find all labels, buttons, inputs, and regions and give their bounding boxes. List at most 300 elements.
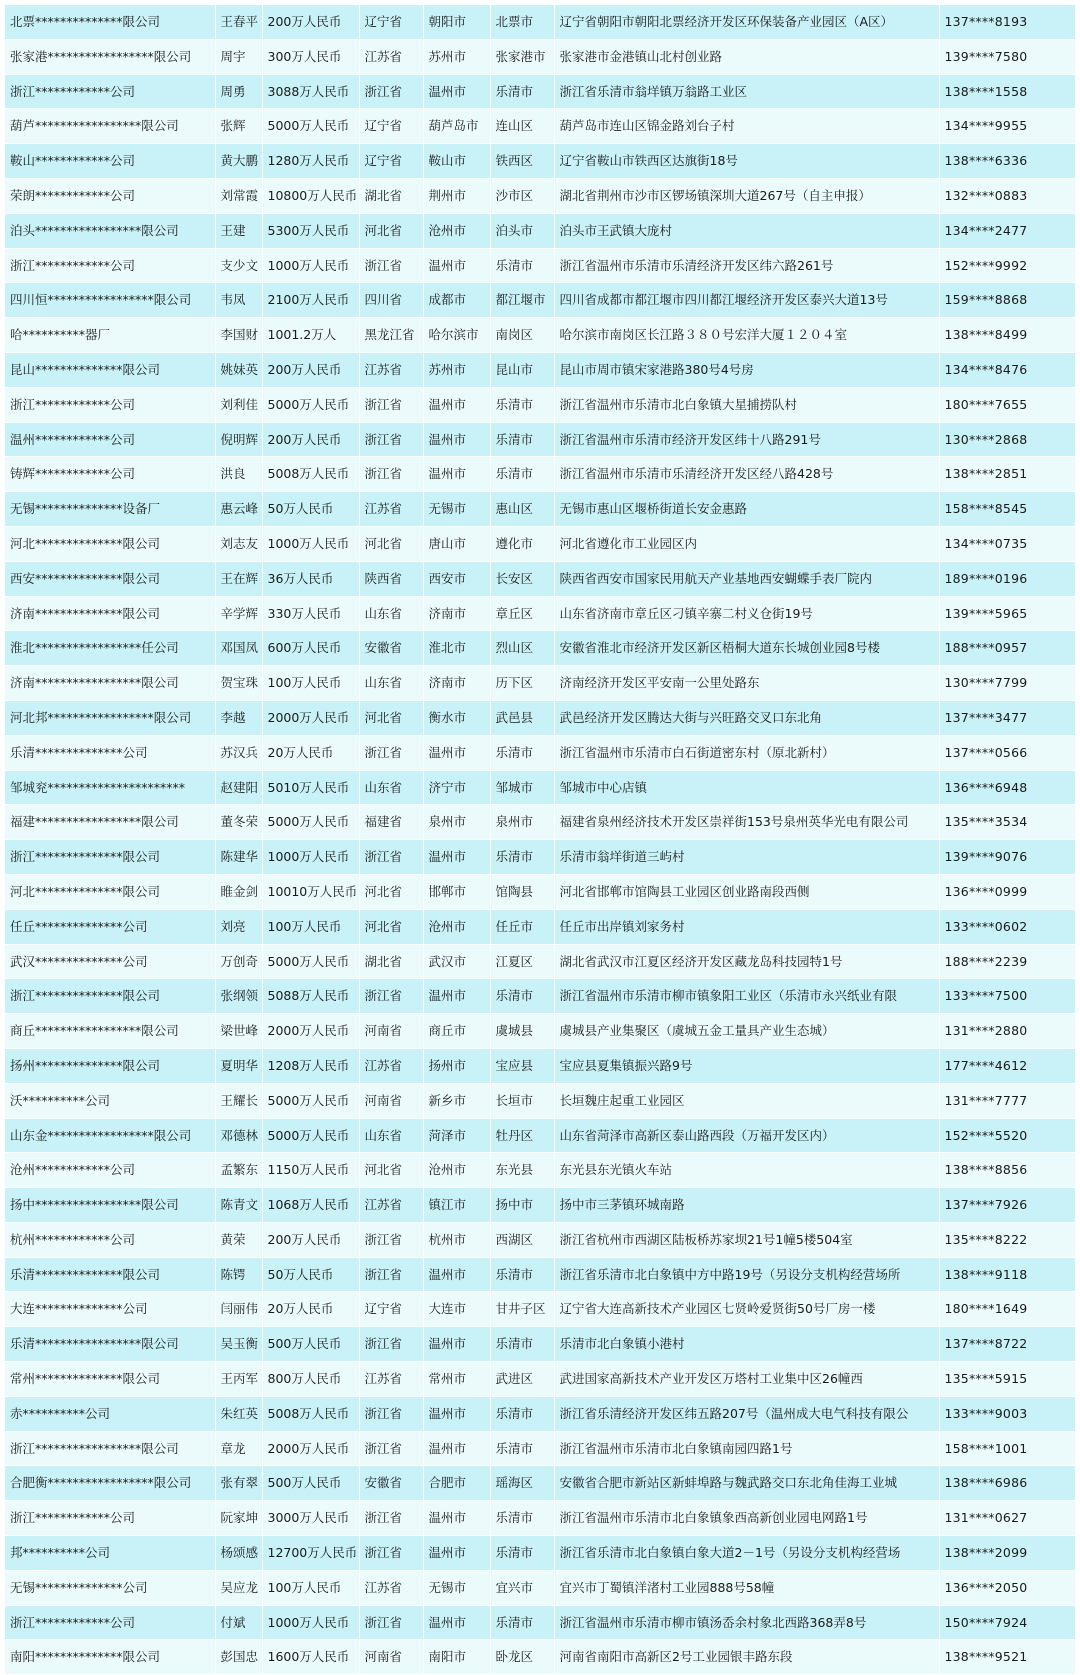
- table-row: [5, 1292, 1075, 1327]
- district-cell: 泊头市: [490, 213, 554, 248]
- district-cell: 扬中市: [490, 1188, 554, 1223]
- city-cell: 合肥市: [423, 1466, 490, 1501]
- registered-capital-cell: 500万人民币: [262, 1466, 359, 1501]
- registered-capital-cell: 2000万人民币: [262, 1431, 359, 1466]
- address-cell: 安徽省淮北市经济开发区新区梧桐大道东长城创业园8号楼: [554, 631, 939, 666]
- table-row: [5, 874, 1075, 909]
- phone-cell: 137****8193: [939, 5, 1075, 39]
- registered-capital-cell: 200万人民币: [262, 5, 359, 39]
- province-cell: 浙江省: [359, 1431, 423, 1466]
- phone-cell: 189****0196: [939, 561, 1075, 596]
- province-cell: 浙江省: [359, 1501, 423, 1536]
- phone-cell: 130****2868: [939, 422, 1075, 457]
- phone-cell: 131****7777: [939, 1083, 1075, 1118]
- registered-capital-cell: 5088万人民币: [262, 979, 359, 1014]
- registered-capital-cell: 5000万人民币: [262, 805, 359, 840]
- table-row: [5, 944, 1075, 979]
- legal-rep-cell: 睢金剑: [215, 874, 262, 909]
- table-row: [5, 1083, 1075, 1118]
- address-cell: 乐清市翁垟街道三屿村: [554, 840, 939, 875]
- legal-rep-cell: 韦凤: [215, 283, 262, 318]
- table-row: [5, 248, 1075, 283]
- province-cell: 江苏省: [359, 1570, 423, 1605]
- phone-cell: 188****0957: [939, 631, 1075, 666]
- registered-capital-cell: 50万人民币: [262, 492, 359, 527]
- province-cell: 山东省: [359, 596, 423, 631]
- city-cell: 衡水市: [423, 700, 490, 735]
- city-cell: 温州市: [423, 840, 490, 875]
- address-cell: 扬中市三茅镇环城南路: [554, 1188, 939, 1223]
- district-cell: 南岗区: [490, 318, 554, 353]
- district-cell: 乐清市: [490, 1536, 554, 1571]
- table-row: [5, 39, 1075, 74]
- legal-rep-cell: 周宇: [215, 39, 262, 74]
- company-name-cell: 鞍山************公司: [5, 144, 215, 179]
- district-cell: 铁西区: [490, 144, 554, 179]
- registered-capital-cell: 100万人民币: [262, 909, 359, 944]
- province-cell: 福建省: [359, 805, 423, 840]
- table-row: [5, 1605, 1075, 1640]
- district-cell: 泉州市: [490, 805, 554, 840]
- phone-cell: 131****0627: [939, 1501, 1075, 1536]
- phone-cell: 135****8222: [939, 1222, 1075, 1257]
- city-cell: 温州市: [423, 1257, 490, 1292]
- address-cell: 浙江省乐清市北白象镇白象大道2－1号（另设分支机构经营场: [554, 1536, 939, 1571]
- address-cell: 四川省成都市都江堰市四川都江堰经济开发区泰兴大道13号: [554, 283, 939, 318]
- address-cell: 葫芦岛市连山区锦金路刘台子村: [554, 109, 939, 144]
- company-name-cell: 扬州**************限公司: [5, 1048, 215, 1083]
- address-cell: 济南经济开发区平安南一公里处路东: [554, 666, 939, 701]
- city-cell: 温州市: [423, 248, 490, 283]
- address-cell: 哈尔滨市南岗区长江路３８０号宏洋大厦１２０４室: [554, 318, 939, 353]
- city-cell: 泉州市: [423, 805, 490, 840]
- address-cell: 浙江省乐清经济开发区纬五路207号（温州成大电气科技有限公: [554, 1396, 939, 1431]
- company-name-cell: 浙江************公司: [5, 248, 215, 283]
- province-cell: 江苏省: [359, 352, 423, 387]
- province-cell: 河北省: [359, 526, 423, 561]
- city-cell: 温州市: [423, 422, 490, 457]
- company-table: [5, 5, 1076, 1675]
- province-cell: 辽宁省: [359, 144, 423, 179]
- registered-capital-cell: 600万人民币: [262, 631, 359, 666]
- phone-cell: 138****2851: [939, 457, 1075, 492]
- registered-capital-cell: 36万人民币: [262, 561, 359, 596]
- table-row: [5, 631, 1075, 666]
- table-row: [5, 805, 1075, 840]
- address-cell: 安徽省合肥市新站区新蚌埠路与魏武路交口东北角佳海工业城: [554, 1466, 939, 1501]
- address-cell: 山东省济南市章丘区刁镇辛寨二村义仓街19号: [554, 596, 939, 631]
- province-cell: 浙江省: [359, 74, 423, 109]
- company-name-cell: 无锡**************设备厂: [5, 492, 215, 527]
- address-cell: 浙江省乐清市北白象镇中方中路19号（另设分支机构经营场所: [554, 1257, 939, 1292]
- province-cell: 辽宁省: [359, 5, 423, 39]
- table-row: [5, 909, 1075, 944]
- province-cell: 黑龙江省: [359, 318, 423, 353]
- district-cell: 遵化市: [490, 526, 554, 561]
- address-cell: 虞城县产业集聚区（虞城五金工量具产业生态城）: [554, 1014, 939, 1049]
- phone-cell: 138****9118: [939, 1257, 1075, 1292]
- province-cell: 河北省: [359, 700, 423, 735]
- city-cell: 武汉市: [423, 944, 490, 979]
- province-cell: 河南省: [359, 1640, 423, 1675]
- table-row: [5, 735, 1075, 770]
- city-cell: 苏州市: [423, 352, 490, 387]
- address-cell: 宝应县夏集镇振兴路9号: [554, 1048, 939, 1083]
- district-cell: 甘井子区: [490, 1292, 554, 1327]
- province-cell: 江苏省: [359, 39, 423, 74]
- city-cell: 唐山市: [423, 526, 490, 561]
- legal-rep-cell: 王在辉: [215, 561, 262, 596]
- province-cell: 辽宁省: [359, 1292, 423, 1327]
- address-cell: 福建省泉州经济技术开发区崇祥街153号泉州英华光电有限公司: [554, 805, 939, 840]
- district-cell: 沙市区: [490, 178, 554, 213]
- table-row: [5, 352, 1075, 387]
- legal-rep-cell: 李越: [215, 700, 262, 735]
- phone-cell: 139****9076: [939, 840, 1075, 875]
- registered-capital-cell: 20万人民币: [262, 1292, 359, 1327]
- province-cell: 河北省: [359, 874, 423, 909]
- address-cell: 浙江省杭州市西湖区陆板桥苏家坝21号1幢5楼504室: [554, 1222, 939, 1257]
- table-row: [5, 526, 1075, 561]
- phone-cell: 158****1001: [939, 1431, 1075, 1466]
- address-cell: 东光县东光镇火车站: [554, 1153, 939, 1188]
- district-cell: 长垣市: [490, 1083, 554, 1118]
- district-cell: 长安区: [490, 561, 554, 596]
- phone-cell: 159****8868: [939, 283, 1075, 318]
- city-cell: 杭州市: [423, 1222, 490, 1257]
- registered-capital-cell: 100万人民币: [262, 666, 359, 701]
- district-cell: 历下区: [490, 666, 554, 701]
- legal-rep-cell: 陈锷: [215, 1257, 262, 1292]
- company-name-cell: 乐清**************公司: [5, 735, 215, 770]
- phone-cell: 137****3477: [939, 700, 1075, 735]
- province-cell: 河北省: [359, 909, 423, 944]
- legal-rep-cell: 吴应龙: [215, 1570, 262, 1605]
- table-row: [5, 1466, 1075, 1501]
- company-name-cell: 大连**************公司: [5, 1292, 215, 1327]
- registered-capital-cell: 1208万人民币: [262, 1048, 359, 1083]
- address-cell: 浙江省温州市乐清市北白象镇大星捕捞队村: [554, 387, 939, 422]
- legal-rep-cell: 李国财: [215, 318, 262, 353]
- city-cell: 无锡市: [423, 492, 490, 527]
- company-name-cell: 泊头*****************限公司: [5, 213, 215, 248]
- city-cell: 温州市: [423, 1431, 490, 1466]
- address-cell: 湖北省荆州市沙市区锣场镇深圳大道267号（自主申报）: [554, 178, 939, 213]
- address-cell: 乐清市北白象镇小港村: [554, 1327, 939, 1362]
- province-cell: 河南省: [359, 1083, 423, 1118]
- legal-rep-cell: 刘亮: [215, 909, 262, 944]
- city-cell: 温州市: [423, 457, 490, 492]
- legal-rep-cell: 张辉: [215, 109, 262, 144]
- company-name-cell: 河北**************限公司: [5, 874, 215, 909]
- district-cell: 江夏区: [490, 944, 554, 979]
- district-cell: 西湖区: [490, 1222, 554, 1257]
- district-cell: 章丘区: [490, 596, 554, 631]
- province-cell: 江苏省: [359, 1188, 423, 1223]
- district-cell: 乐清市: [490, 735, 554, 770]
- district-cell: 乐清市: [490, 422, 554, 457]
- district-cell: 武进区: [490, 1362, 554, 1397]
- province-cell: 浙江省: [359, 422, 423, 457]
- province-cell: 江苏省: [359, 1362, 423, 1397]
- address-cell: 邹城市中心店镇: [554, 770, 939, 805]
- district-cell: 乐清市: [490, 979, 554, 1014]
- registered-capital-cell: 5300万人民币: [262, 213, 359, 248]
- phone-cell: 134****2477: [939, 213, 1075, 248]
- district-cell: 昆山市: [490, 352, 554, 387]
- table-row: [5, 1431, 1075, 1466]
- city-cell: 济南市: [423, 666, 490, 701]
- company-name-cell: 南阳**************限公司: [5, 1640, 215, 1675]
- registered-capital-cell: 1150万人民币: [262, 1153, 359, 1188]
- address-cell: 浙江省温州市乐清市乐清经济开发区纬六路261号: [554, 248, 939, 283]
- company-name-cell: 北票**************限公司: [5, 5, 215, 39]
- province-cell: 湖北省: [359, 178, 423, 213]
- phone-cell: 130****7799: [939, 666, 1075, 701]
- phone-cell: 139****5965: [939, 596, 1075, 631]
- address-cell: 山东省菏泽市高新区泰山路西段（万福开发区内）: [554, 1118, 939, 1153]
- address-cell: 辽宁省朝阳市朝阳北票经济开发区环保装备产业园区（A区）: [554, 5, 939, 39]
- legal-rep-cell: 支少文: [215, 248, 262, 283]
- legal-rep-cell: 倪明辉: [215, 422, 262, 457]
- company-name-cell: 浙江************公司: [5, 387, 215, 422]
- legal-rep-cell: 夏明华: [215, 1048, 262, 1083]
- province-cell: 安徽省: [359, 631, 423, 666]
- city-cell: 沧州市: [423, 1153, 490, 1188]
- address-cell: 河北省遵化市工业园区内: [554, 526, 939, 561]
- company-name-cell: 乐清**************限公司: [5, 1257, 215, 1292]
- address-cell: 辽宁省大连高新技术产业园区七贤岭爱贤街50号厂房一楼: [554, 1292, 939, 1327]
- city-cell: 温州市: [423, 1605, 490, 1640]
- province-cell: 浙江省: [359, 1222, 423, 1257]
- legal-rep-cell: 万创奇: [215, 944, 262, 979]
- table-row: [5, 700, 1075, 735]
- company-name-cell: 浙江**************限公司: [5, 979, 215, 1014]
- district-cell: 都江堰市: [490, 283, 554, 318]
- city-cell: 镇江市: [423, 1188, 490, 1223]
- company-name-cell: 山东金*****************限公司: [5, 1118, 215, 1153]
- province-cell: 江苏省: [359, 492, 423, 527]
- table-row: [5, 422, 1075, 457]
- table-row: [5, 283, 1075, 318]
- district-cell: 乐清市: [490, 457, 554, 492]
- district-cell: 惠山区: [490, 492, 554, 527]
- district-cell: 乐清市: [490, 1327, 554, 1362]
- company-name-cell: 沧州************公司: [5, 1153, 215, 1188]
- table-row: [5, 840, 1075, 875]
- registered-capital-cell: 330万人民币: [262, 596, 359, 631]
- phone-cell: 152****5520: [939, 1118, 1075, 1153]
- company-name-cell: 荣朗************公司: [5, 178, 215, 213]
- company-name-cell: 浙江************公司: [5, 1501, 215, 1536]
- address-cell: 陕西省西安市国家民用航天产业基地西安蝴蝶手表厂院内: [554, 561, 939, 596]
- registered-capital-cell: 12700万人民币: [262, 1536, 359, 1571]
- city-cell: 扬州市: [423, 1048, 490, 1083]
- province-cell: 辽宁省: [359, 109, 423, 144]
- registered-capital-cell: 5000万人民币: [262, 1118, 359, 1153]
- phone-cell: 133****7500: [939, 979, 1075, 1014]
- district-cell: 虞城县: [490, 1014, 554, 1049]
- city-cell: 苏州市: [423, 39, 490, 74]
- address-cell: 武邑经济开发区腾达大街与兴旺路交叉口东北角: [554, 700, 939, 735]
- phone-cell: 138****8856: [939, 1153, 1075, 1188]
- province-cell: 浙江省: [359, 735, 423, 770]
- company-name-cell: 济南*****************限公司: [5, 666, 215, 701]
- phone-cell: 137****8722: [939, 1327, 1075, 1362]
- table-row: [5, 561, 1075, 596]
- city-cell: 沧州市: [423, 909, 490, 944]
- city-cell: 温州市: [423, 74, 490, 109]
- address-cell: 长垣魏庄起重工业园区: [554, 1083, 939, 1118]
- legal-rep-cell: 阮家坤: [215, 1501, 262, 1536]
- district-cell: 武邑县: [490, 700, 554, 735]
- address-cell: 河北省邯郸市馆陶县工业园区创业路南段西侧: [554, 874, 939, 909]
- company-name-cell: 河北邦*****************限公司: [5, 700, 215, 735]
- table-row: [5, 979, 1075, 1014]
- registered-capital-cell: 300万人民币: [262, 39, 359, 74]
- city-cell: 温州市: [423, 1327, 490, 1362]
- address-cell: 泊头市王武镇大庞村: [554, 213, 939, 248]
- district-cell: 北票市: [490, 5, 554, 39]
- phone-cell: 180****7655: [939, 387, 1075, 422]
- registered-capital-cell: 2000万人民币: [262, 1014, 359, 1049]
- legal-rep-cell: 惠云峰: [215, 492, 262, 527]
- registered-capital-cell: 1280万人民币: [262, 144, 359, 179]
- address-cell: 浙江省温州市乐清市白石街道密东村（原北新村）: [554, 735, 939, 770]
- registered-capital-cell: 1000万人民币: [262, 1605, 359, 1640]
- district-cell: 馆陶县: [490, 874, 554, 909]
- address-cell: 浙江省温州市乐清市北白象镇南园四路1号: [554, 1431, 939, 1466]
- legal-rep-cell: 刘常霞: [215, 178, 262, 213]
- company-name-cell: 武汉**************公司: [5, 944, 215, 979]
- registered-capital-cell: 1001.2万人: [262, 318, 359, 353]
- company-name-cell: 四川恒*****************限公司: [5, 283, 215, 318]
- city-cell: 济宁市: [423, 770, 490, 805]
- legal-rep-cell: 贺宝珠: [215, 666, 262, 701]
- company-name-cell: 浙江**************限公司: [5, 840, 215, 875]
- province-cell: 河南省: [359, 1014, 423, 1049]
- city-cell: 朝阳市: [423, 5, 490, 39]
- company-name-cell: 杭州************公司: [5, 1222, 215, 1257]
- city-cell: 济南市: [423, 596, 490, 631]
- table-row: [5, 213, 1075, 248]
- phone-cell: 135****3534: [939, 805, 1075, 840]
- company-name-cell: 沃**********公司: [5, 1083, 215, 1118]
- address-cell: 浙江省温州市乐清市北白象镇象西高新创业园电网路1号: [554, 1501, 939, 1536]
- table-row: [5, 1014, 1075, 1049]
- phone-cell: 134****0735: [939, 526, 1075, 561]
- province-cell: 浙江省: [359, 979, 423, 1014]
- registered-capital-cell: 2100万人民币: [262, 283, 359, 318]
- phone-cell: 133****9003: [939, 1396, 1075, 1431]
- phone-cell: 137****7926: [939, 1188, 1075, 1223]
- city-cell: 温州市: [423, 1501, 490, 1536]
- legal-rep-cell: 张纲领: [215, 979, 262, 1014]
- phone-cell: 188****2239: [939, 944, 1075, 979]
- district-cell: 乐清市: [490, 387, 554, 422]
- phone-cell: 131****2880: [939, 1014, 1075, 1049]
- phone-cell: 137****0566: [939, 735, 1075, 770]
- registered-capital-cell: 5008万人民币: [262, 457, 359, 492]
- district-cell: 瑶海区: [490, 1466, 554, 1501]
- table-row: [5, 1640, 1075, 1675]
- registered-capital-cell: 1600万人民币: [262, 1640, 359, 1675]
- table-row: [5, 492, 1075, 527]
- province-cell: 山东省: [359, 1118, 423, 1153]
- province-cell: 浙江省: [359, 1257, 423, 1292]
- company-name-cell: 葫芦*****************限公司: [5, 109, 215, 144]
- city-cell: 温州市: [423, 387, 490, 422]
- legal-rep-cell: 姚妹英: [215, 352, 262, 387]
- district-cell: 牡丹区: [490, 1118, 554, 1153]
- table-row: [5, 1536, 1075, 1571]
- city-cell: 无锡市: [423, 1570, 490, 1605]
- district-cell: 宝应县: [490, 1048, 554, 1083]
- legal-rep-cell: 闫丽伟: [215, 1292, 262, 1327]
- company-name-cell: 邦**********公司: [5, 1536, 215, 1571]
- legal-rep-cell: 朱红英: [215, 1396, 262, 1431]
- phone-cell: 138****1558: [939, 74, 1075, 109]
- phone-cell: 134****9955: [939, 109, 1075, 144]
- city-cell: 淮北市: [423, 631, 490, 666]
- registered-capital-cell: 800万人民币: [262, 1362, 359, 1397]
- legal-rep-cell: 梁世峰: [215, 1014, 262, 1049]
- table-row: [5, 1188, 1075, 1223]
- province-cell: 浙江省: [359, 1605, 423, 1640]
- city-cell: 常州市: [423, 1362, 490, 1397]
- company-name-cell: 合肥衡*****************限公司: [5, 1466, 215, 1501]
- registered-capital-cell: 1068万人民币: [262, 1188, 359, 1223]
- company-name-cell: 浙江************公司: [5, 74, 215, 109]
- table-row: [5, 1222, 1075, 1257]
- city-cell: 温州市: [423, 1396, 490, 1431]
- registered-capital-cell: 5010万人民币: [262, 770, 359, 805]
- legal-rep-cell: 黄荣: [215, 1222, 262, 1257]
- city-cell: 哈尔滨市: [423, 318, 490, 353]
- registered-capital-cell: 10800万人民币: [262, 178, 359, 213]
- legal-rep-cell: 刘志友: [215, 526, 262, 561]
- legal-rep-cell: 付斌: [215, 1605, 262, 1640]
- city-cell: 大连市: [423, 1292, 490, 1327]
- legal-rep-cell: 陈青文: [215, 1188, 262, 1223]
- legal-rep-cell: 陈建华: [215, 840, 262, 875]
- city-cell: 邯郸市: [423, 874, 490, 909]
- province-cell: 山东省: [359, 770, 423, 805]
- legal-rep-cell: 杨颂感: [215, 1536, 262, 1571]
- company-name-cell: 哈**********器厂: [5, 318, 215, 353]
- legal-rep-cell: 王丙军: [215, 1362, 262, 1397]
- table-row: [5, 1118, 1075, 1153]
- table-row: [5, 770, 1075, 805]
- address-cell: 无锡市惠山区堰桥街道长安金惠路: [554, 492, 939, 527]
- district-cell: 卧龙区: [490, 1640, 554, 1675]
- city-cell: 南阳市: [423, 1640, 490, 1675]
- province-cell: 陕西省: [359, 561, 423, 596]
- table-row: [5, 74, 1075, 109]
- phone-cell: 139****7580: [939, 39, 1075, 74]
- legal-rep-cell: 彭国忠: [215, 1640, 262, 1675]
- company-name-cell: 商丘*****************限公司: [5, 1014, 215, 1049]
- table-row: [5, 178, 1075, 213]
- district-cell: 乐清市: [490, 1431, 554, 1466]
- registered-capital-cell: 10010万人民币: [262, 874, 359, 909]
- table-row: [5, 666, 1075, 701]
- registered-capital-cell: 1000万人民币: [262, 526, 359, 561]
- table-row: [5, 457, 1075, 492]
- table-row: [5, 1257, 1075, 1292]
- company-name-cell: 昆山**************限公司: [5, 352, 215, 387]
- province-cell: 安徽省: [359, 1466, 423, 1501]
